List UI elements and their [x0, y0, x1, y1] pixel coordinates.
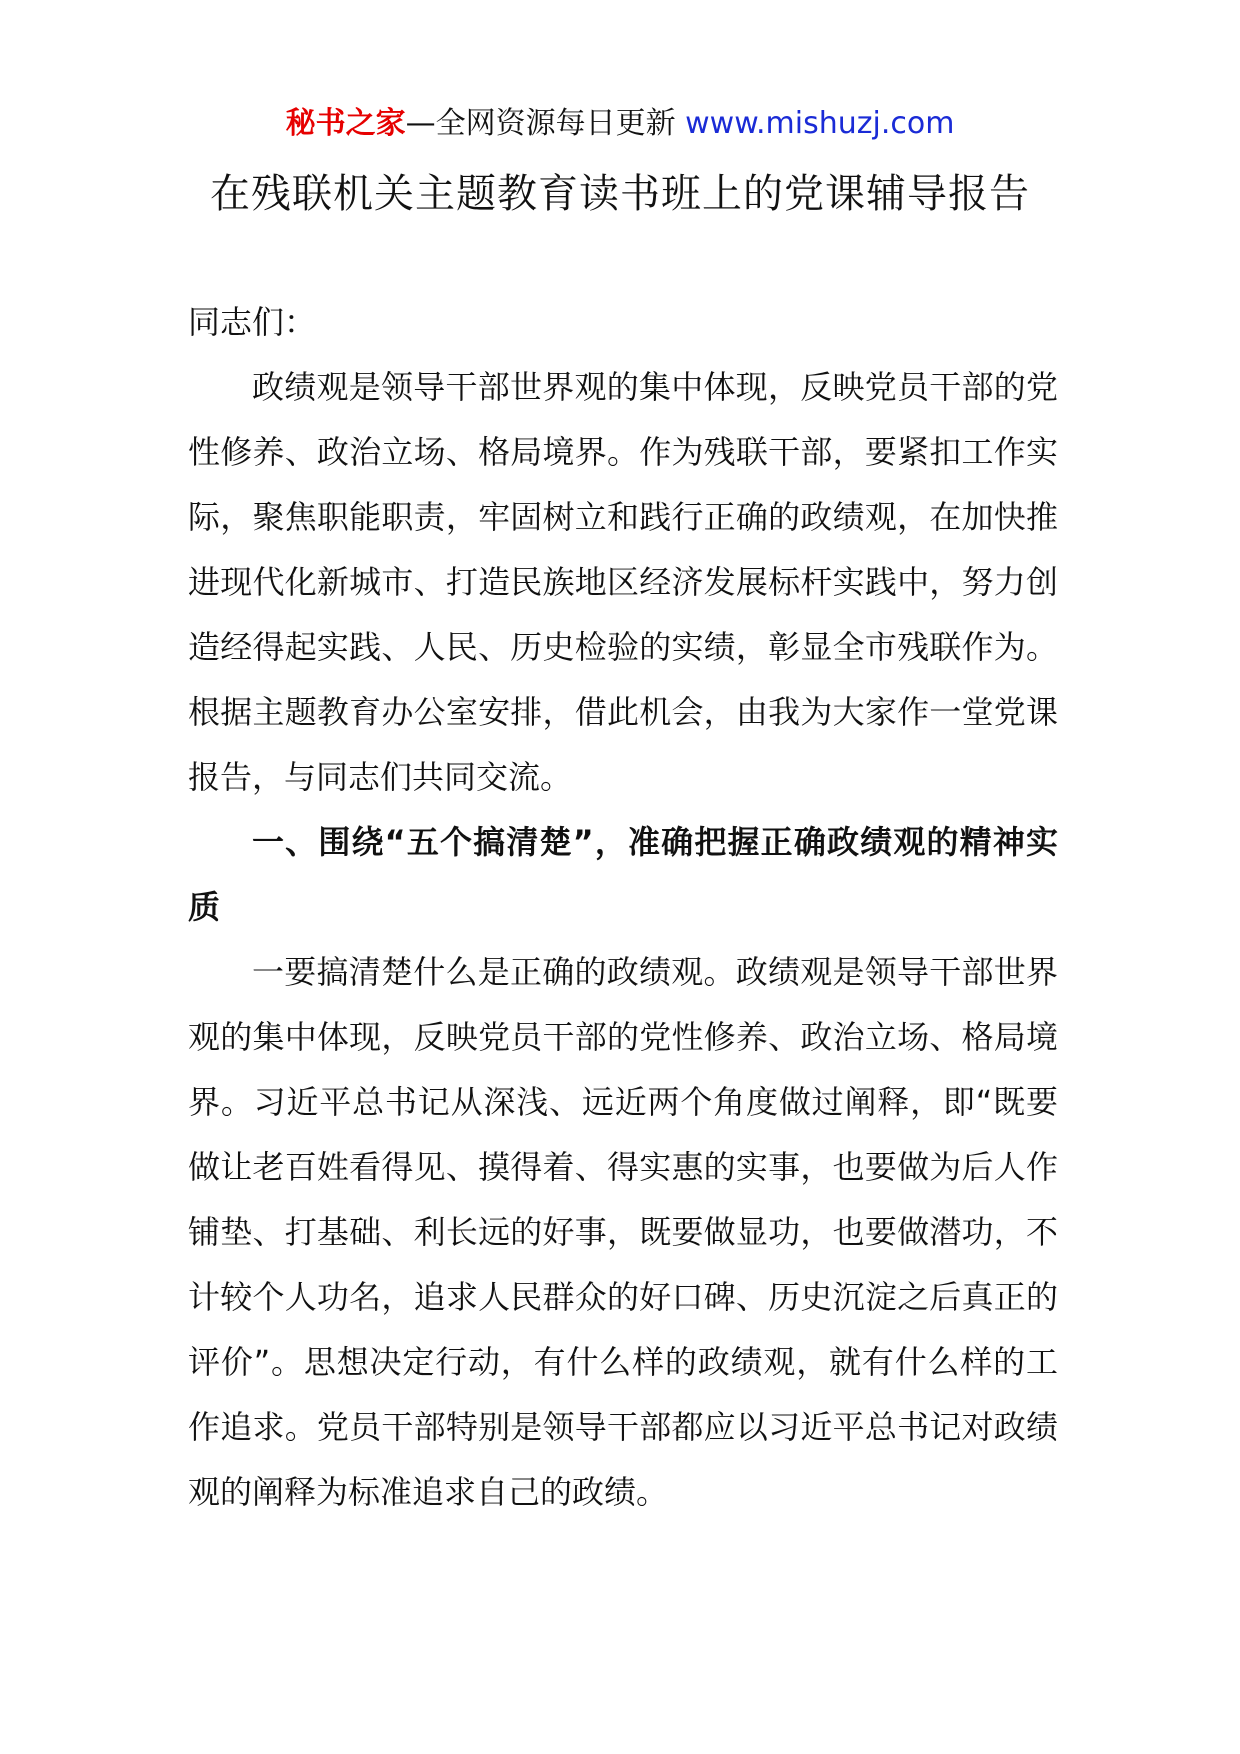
section-heading: 一、围绕“五个搞清楚”，准确把握正确政绩观的精神实质: [188, 823, 1058, 926]
brand-name: 秘书之家: [285, 106, 406, 141]
document-title: 在残联机关主题教育读书班上的党课辅导报告: [210, 171, 1030, 217]
salutation: 同志们：: [188, 303, 317, 341]
banner-slogan: —全网资源每日更新: [405, 106, 676, 141]
site-banner: [0, 102, 1240, 146]
intro-paragraph: 政绩观是领导干部世界观的集中体现，反映党员干部的党性修养、政治立场、格局境界。作为残联干部，要紧扣工作实际，聚焦职能职责，牢固树立和践行正确的政绩观，在加快推进现代化新城市、打造民族地区经济发展标杆实践中，努力创造经得起实践、人民、历史检验的实绩，彰显全市残联作为。根据主题教育办公室安排，借此机会，由我为大家作一堂党课报告，与同志们共同交流。: [188, 368, 1058, 796]
site-url-link[interactable]: www.mishuzj.com: [685, 106, 955, 141]
body-paragraph: 一要搞清楚什么是正确的政绩观。政绩观是领导干部世界观的集中体现，反映党员干部的党性修养、政治立场、格局境界。习近平总书记从深浅、远近两个角度做过阐释，即“既要做让老百姓看得见、摸得着、得实惠的实事，也要做为后人作铺垫、打基础、利长远的好事，既要做显功，也要做潜功，不计较个人功名，追求人民群众的好口碑、历史沉淀之后真正的评价”。思想决定行动，有什么样的政绩观，就有什么样的工作追求。党员干部特别是领导干部都应以习近平总书记对政绩观的阐释为标准追求自己的政绩。: [188, 953, 1058, 1511]
document-body: [188, 290, 1058, 1525]
